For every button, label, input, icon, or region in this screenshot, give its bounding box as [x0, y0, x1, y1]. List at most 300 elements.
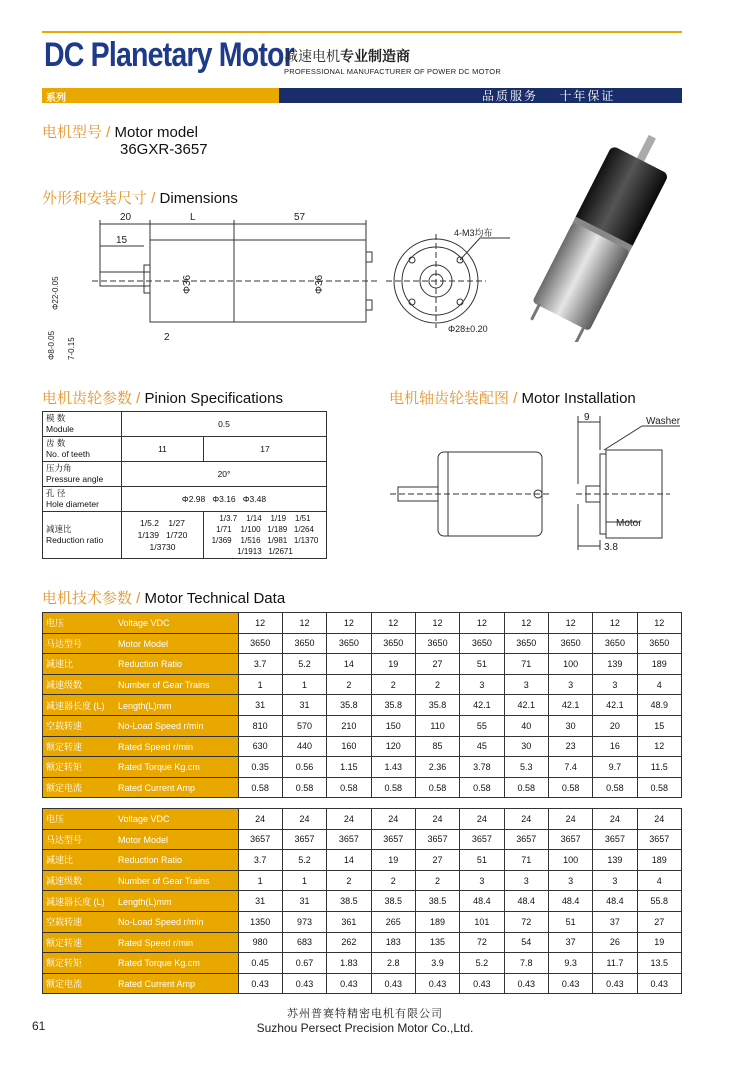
table-cell: 7.8	[504, 953, 548, 974]
table-cell: 5.3	[504, 757, 548, 778]
table-cell: 3	[548, 870, 592, 891]
table-cell: 1	[238, 870, 282, 891]
pinion-row-module	[43, 412, 327, 437]
table-cell: 683	[282, 932, 326, 953]
table-cell: 12	[460, 613, 504, 634]
row-label-en: Rated Speed r/min	[118, 937, 194, 948]
model-heading-cn: 电机型号	[42, 124, 103, 141]
table-cell: 0.58	[282, 777, 326, 798]
table-cell: 42.1	[504, 695, 548, 716]
dim-phi36-motor: Φ36	[314, 274, 325, 294]
table-cell: 3657	[504, 829, 548, 850]
table-row	[43, 757, 682, 778]
table-cell: 262	[327, 932, 371, 953]
table-cell: 440	[282, 736, 326, 757]
row-label-en: Length(L)mm	[118, 700, 172, 711]
pinion-value: 20°	[122, 462, 327, 487]
row-label-cn: 电压	[46, 618, 65, 629]
dim-L: L	[190, 212, 196, 223]
table-cell: 3.7	[238, 850, 282, 871]
table-row	[43, 715, 682, 736]
table-cell: 48.4	[548, 891, 592, 912]
install-motor-label: Motor	[616, 518, 642, 529]
row-label	[43, 953, 239, 974]
table-cell: 3650	[415, 633, 459, 654]
table-cell: 55	[460, 715, 504, 736]
table-cell: 30	[504, 736, 548, 757]
table-cell: 3657	[637, 829, 681, 850]
table-cell: 12	[548, 613, 592, 634]
row-label	[43, 715, 239, 736]
table-cell: 4	[637, 870, 681, 891]
tech-heading-en: Motor Technical Data	[144, 590, 286, 607]
row-label-en: Voltage VDC	[118, 618, 170, 629]
table-cell: 71	[504, 850, 548, 871]
pinion-row-hole	[43, 487, 327, 512]
table-cell: 1.15	[327, 757, 371, 778]
table-cell: 24	[238, 809, 282, 830]
table-cell: 24	[460, 809, 504, 830]
table-cell: 135	[415, 932, 459, 953]
footer-company-en: Suzhou Persect Precision Motor Co.,Ltd.	[256, 1021, 474, 1035]
install-washer-label: Washer	[646, 416, 681, 427]
table-cell: 72	[460, 932, 504, 953]
table-cell: 1	[282, 870, 326, 891]
table-row	[43, 891, 682, 912]
table-cell: 2	[327, 674, 371, 695]
dim-2: 2	[164, 332, 170, 343]
dim-20: 20	[120, 212, 132, 223]
table-cell: 3	[460, 674, 504, 695]
table-cell: 0.56	[282, 757, 326, 778]
dimensions-heading-en: Dimensions	[159, 190, 238, 207]
pinion-label: 齿 数 No. of teeth	[43, 437, 122, 462]
table-row	[43, 777, 682, 798]
dim-15: 15	[116, 235, 128, 246]
table-cell: 3.9	[415, 953, 459, 974]
table-cell: 3657	[327, 829, 371, 850]
table-cell: 16	[593, 736, 637, 757]
table-cell: 55.8	[637, 891, 681, 912]
series-bar	[42, 88, 279, 103]
table-cell: 3	[593, 870, 637, 891]
row-label-en: Number of Gear Trains	[118, 680, 210, 691]
table-cell: 3	[593, 674, 637, 695]
table-cell: 19	[371, 654, 415, 675]
table-row	[43, 695, 682, 716]
table-cell: 11.5	[637, 757, 681, 778]
row-label	[43, 870, 239, 891]
dim-m3: 4-M3均布	[454, 228, 493, 238]
table-cell: 24	[548, 809, 592, 830]
row-label	[43, 973, 239, 994]
row-label-en: Rated Current Amp	[118, 979, 196, 990]
table-cell: 37	[593, 911, 637, 932]
row-label-en: Number of Gear Trains	[118, 876, 210, 887]
dimension-drawing	[40, 210, 510, 360]
table-cell: 570	[282, 715, 326, 736]
table-cell: 5.2	[282, 654, 326, 675]
installation-heading-en: Motor Installation	[521, 390, 636, 407]
table-cell: 23	[548, 736, 592, 757]
table-cell: 139	[593, 654, 637, 675]
table-cell: 0.58	[371, 777, 415, 798]
dimensions-heading: 外形和安装尺寸 / Dimensions	[42, 190, 238, 207]
table-cell: 31	[282, 695, 326, 716]
table-cell: 0.43	[327, 973, 371, 994]
dimensions-heading-cn: 外形和安装尺寸	[42, 190, 148, 207]
table-cell: 4	[637, 674, 681, 695]
row-label-en: Length(L)mm	[118, 896, 172, 907]
table-cell: 14	[327, 654, 371, 675]
table-cell: 12	[371, 613, 415, 634]
table-row	[43, 973, 682, 994]
row-label-cn: 马达型号	[46, 834, 83, 845]
row-label-en: Reduction Ratio	[118, 659, 183, 670]
table-cell: 24	[593, 809, 637, 830]
table-row	[43, 953, 682, 974]
row-label-en: Rated Torque Kg.cm	[118, 958, 200, 969]
table-cell: 24	[371, 809, 415, 830]
table-cell: 9.7	[593, 757, 637, 778]
pinion-table	[42, 411, 327, 559]
table-cell: 1	[238, 674, 282, 695]
table-cell: 3650	[327, 633, 371, 654]
pinion-value: 1/5.2 1/27 1/139 1/720 1/3730	[122, 512, 204, 559]
row-label-en: Voltage VDC	[118, 814, 170, 825]
table-cell: 189	[415, 911, 459, 932]
table-cell: 24	[415, 809, 459, 830]
table-cell: 101	[460, 911, 504, 932]
row-label-cn: 电压	[46, 814, 65, 825]
table-cell: 361	[327, 911, 371, 932]
table-cell: 38.5	[415, 891, 459, 912]
table-cell: 24	[637, 809, 681, 830]
table-cell: 30	[548, 715, 592, 736]
row-label-cn: 减速比	[46, 659, 74, 670]
table-cell: 139	[593, 850, 637, 871]
pinion-heading-en: Pinion Specifications	[144, 390, 283, 407]
table-cell: 3657	[371, 829, 415, 850]
table-cell: 3650	[548, 633, 592, 654]
row-label-cn: 空载转速	[46, 917, 83, 928]
row-label	[43, 850, 239, 871]
table-row	[43, 829, 682, 850]
table-cell: 0.43	[637, 973, 681, 994]
row-label-cn: 额定转速	[46, 937, 83, 948]
table-cell: 38.5	[327, 891, 371, 912]
table-row	[43, 613, 682, 634]
table-cell: 15	[637, 715, 681, 736]
table-cell: 5.2	[460, 953, 504, 974]
row-label-en: Motor Model	[118, 834, 169, 845]
table-cell: 3650	[504, 633, 548, 654]
table-cell: 12	[415, 613, 459, 634]
table-cell: 210	[327, 715, 371, 736]
table-cell: 19	[371, 850, 415, 871]
pinion-value: Φ2.98 Φ3.16 Φ3.48	[122, 487, 327, 512]
pinion-value: 11	[122, 437, 204, 462]
series-label: 系列	[46, 93, 66, 104]
table-cell: 1.43	[371, 757, 415, 778]
table-cell: 72	[504, 911, 548, 932]
table-cell: 0.43	[460, 973, 504, 994]
table-cell: 5.2	[282, 850, 326, 871]
table-cell: 120	[371, 736, 415, 757]
row-label-cn: 减速器长度 (L)	[46, 896, 105, 907]
table-cell: 0.43	[371, 973, 415, 994]
table-cell: 35.8	[371, 695, 415, 716]
table-cell: 1.83	[327, 953, 371, 974]
row-label-en: Rated Current Amp	[118, 783, 196, 794]
table-cell: 48.4	[460, 891, 504, 912]
table-cell: 2	[371, 674, 415, 695]
row-label	[43, 777, 239, 798]
table-cell: 12	[593, 613, 637, 634]
row-label	[43, 736, 239, 757]
table-cell: 42.1	[460, 695, 504, 716]
install-dim-9: 9	[584, 412, 590, 423]
tech-heading-cn: 电机技术参数	[42, 590, 133, 607]
dim-phi8: Φ8-0.05	[47, 330, 56, 360]
table-cell: 183	[371, 932, 415, 953]
row-label-en: Motor Model	[118, 638, 169, 649]
row-label-cn: 额定转速	[46, 741, 83, 752]
row-label-cn: 减速器长度 (L)	[46, 700, 105, 711]
pinion-heading: 电机齿轮参数 / Pinion Specifications	[42, 390, 283, 407]
table-cell: 11.7	[593, 953, 637, 974]
table-row	[43, 674, 682, 695]
table-cell: 20	[593, 715, 637, 736]
row-label	[43, 674, 239, 695]
pinion-row-ratio	[43, 512, 327, 559]
row-label-en: No-Load Speed r/min	[118, 721, 204, 732]
table-row	[43, 654, 682, 675]
table-cell: 13.5	[637, 953, 681, 974]
pinion-label: 模 数 Module	[43, 412, 122, 437]
table-cell: 110	[415, 715, 459, 736]
table-cell: 3657	[460, 829, 504, 850]
table-cell: 71	[504, 654, 548, 675]
installation-heading: 电机轴齿轮装配图 / Motor Installation	[389, 390, 636, 407]
table-cell: 150	[371, 715, 415, 736]
table-cell: 12	[327, 613, 371, 634]
model-number: 36GXR-3657	[120, 141, 208, 158]
table-cell: 35.8	[415, 695, 459, 716]
table-row	[43, 932, 682, 953]
table-cell: 3	[548, 674, 592, 695]
table-cell: 12	[238, 613, 282, 634]
table-cell: 7.4	[548, 757, 592, 778]
table-cell: 0.58	[238, 777, 282, 798]
row-label	[43, 613, 239, 634]
drawing-boss	[144, 265, 150, 293]
table-row	[43, 870, 682, 891]
brand-cn-part-b: 专业制造商	[340, 48, 410, 64]
table-cell: 1350	[238, 911, 282, 932]
table-cell: 265	[371, 911, 415, 932]
row-label	[43, 809, 239, 830]
row-label-cn: 空载转速	[46, 721, 83, 732]
table-cell: 35.8	[327, 695, 371, 716]
table-cell: 48.4	[593, 891, 637, 912]
dim-57: 57	[294, 212, 306, 223]
table-cell: 3	[460, 870, 504, 891]
row-label	[43, 633, 239, 654]
pinion-row-angle	[43, 462, 327, 487]
table-row	[43, 911, 682, 932]
dim-phi36-gearbox: Φ36	[182, 274, 193, 294]
tech-heading: 电机技术参数 / Motor Technical Data	[42, 590, 286, 607]
slogan-bar	[279, 88, 682, 103]
installation-heading-cn: 电机轴齿轮装配图	[389, 390, 510, 407]
table-cell: 3650	[238, 633, 282, 654]
table-cell: 3650	[282, 633, 326, 654]
row-label	[43, 932, 239, 953]
table-cell: 9.3	[548, 953, 592, 974]
row-label-cn: 减速比	[46, 855, 74, 866]
table-cell: 189	[637, 850, 681, 871]
table-cell: 14	[327, 850, 371, 871]
pinion-row-teeth	[43, 437, 327, 462]
table-cell: 85	[415, 736, 459, 757]
table-cell: 3657	[593, 829, 637, 850]
page-number: 61	[32, 1019, 46, 1033]
table-cell: 100	[548, 654, 592, 675]
pinion-label: 压力角 Pressure angle	[43, 462, 122, 487]
brand-subtitle-cn	[284, 46, 410, 66]
table-cell: 12	[282, 613, 326, 634]
table-cell: 12	[504, 613, 548, 634]
table-cell: 980	[238, 932, 282, 953]
table-cell: 3650	[593, 633, 637, 654]
table-cell: 3.7	[238, 654, 282, 675]
table-cell: 3657	[415, 829, 459, 850]
table-cell: 54	[504, 932, 548, 953]
table-cell: 0.58	[460, 777, 504, 798]
table-cell: 2	[415, 674, 459, 695]
dim-phi22: Φ22-0.05	[51, 276, 60, 310]
table-cell: 3650	[371, 633, 415, 654]
table-cell: 48.9	[637, 695, 681, 716]
table-cell: 0.58	[548, 777, 592, 798]
table-cell: 810	[238, 715, 282, 736]
table-cell: 31	[238, 695, 282, 716]
dim-7: 7-0.15	[67, 337, 76, 360]
table-cell: 0.43	[415, 973, 459, 994]
model-heading-en: Motor model	[114, 124, 198, 141]
row-label-cn: 额定电流	[46, 783, 83, 794]
row-label-en: Rated Torque Kg.cm	[118, 762, 200, 773]
pinion-label: 减速比 Reduction ratio	[43, 512, 122, 559]
table-cell: 31	[282, 891, 326, 912]
drawing-shaft	[100, 272, 150, 286]
table-cell: 2.8	[371, 953, 415, 974]
table-cell: 3.78	[460, 757, 504, 778]
row-label	[43, 757, 239, 778]
model-heading: 电机型号 / Motor model	[42, 124, 198, 141]
table-cell: 3657	[282, 829, 326, 850]
table-cell: 12	[637, 613, 681, 634]
table-cell: 42.1	[548, 695, 592, 716]
row-label	[43, 891, 239, 912]
table-cell: 3657	[548, 829, 592, 850]
table-row	[43, 850, 682, 871]
table-cell: 0.58	[593, 777, 637, 798]
table-cell: 3	[504, 674, 548, 695]
footer-company-cn: 苏州普赛特精密电机有限公司	[287, 1008, 443, 1020]
installation-drawing	[390, 410, 690, 560]
table-cell: 0.43	[238, 973, 282, 994]
table-cell: 100	[548, 850, 592, 871]
table-cell: 45	[460, 736, 504, 757]
slogan-text: 品质服务 十年保证	[482, 89, 616, 103]
table-cell: 42.1	[593, 695, 637, 716]
tech-table-12v	[42, 612, 682, 798]
table-cell: 0.43	[593, 973, 637, 994]
table-cell: 0.58	[637, 777, 681, 798]
table-cell: 0.58	[415, 777, 459, 798]
pinion-heading-cn: 电机齿轮参数	[42, 390, 133, 407]
table-row	[43, 809, 682, 830]
row-label	[43, 695, 239, 716]
table-cell: 0.58	[504, 777, 548, 798]
table-cell: 51	[548, 911, 592, 932]
table-cell: 24	[282, 809, 326, 830]
table-cell: 19	[637, 932, 681, 953]
brand-title: DC Planetary Motor	[44, 36, 294, 74]
pinion-label: 孔 径 Hole diameter	[43, 487, 122, 512]
table-cell: 24	[504, 809, 548, 830]
table-cell: 973	[282, 911, 326, 932]
row-label	[43, 654, 239, 675]
header-rule	[42, 31, 682, 33]
pinion-value: 17	[204, 437, 327, 462]
table-cell: 3	[504, 870, 548, 891]
row-label-cn: 额定转矩	[46, 958, 83, 969]
dim-phi28: Φ28±0.20	[448, 324, 488, 334]
table-cell: 0.43	[548, 973, 592, 994]
table-row	[43, 633, 682, 654]
table-cell: 0.45	[238, 953, 282, 974]
pinion-value: 0.5	[122, 412, 327, 437]
table-cell: 26	[593, 932, 637, 953]
table-cell: 2.36	[415, 757, 459, 778]
table-cell: 630	[238, 736, 282, 757]
table-cell: 27	[415, 654, 459, 675]
table-cell: 160	[327, 736, 371, 757]
row-label-cn: 减速级数	[46, 876, 83, 887]
table-cell: 2	[415, 870, 459, 891]
tech-table-24v	[42, 808, 682, 994]
table-cell: 0.58	[327, 777, 371, 798]
table-cell: 189	[637, 654, 681, 675]
table-cell: 51	[460, 654, 504, 675]
table-cell: 2	[327, 870, 371, 891]
table-cell: 38.5	[371, 891, 415, 912]
motor-photo	[516, 132, 676, 342]
table-cell: 27	[415, 850, 459, 871]
table-cell: 3657	[238, 829, 282, 850]
row-label-en: Rated Speed r/min	[118, 741, 194, 752]
pinion-value: 1/3.7 1/14 1/19 1/51 1/71 1/100 1/189 1/264 1/369 1/516 1/981 1/1370 1/1913 1/2671	[204, 512, 327, 559]
table-cell: 1	[282, 674, 326, 695]
table-cell: 0.35	[238, 757, 282, 778]
table-cell: 37	[548, 932, 592, 953]
table-cell: 0.43	[504, 973, 548, 994]
row-label-cn: 额定转矩	[46, 762, 83, 773]
table-cell: 48.4	[504, 891, 548, 912]
